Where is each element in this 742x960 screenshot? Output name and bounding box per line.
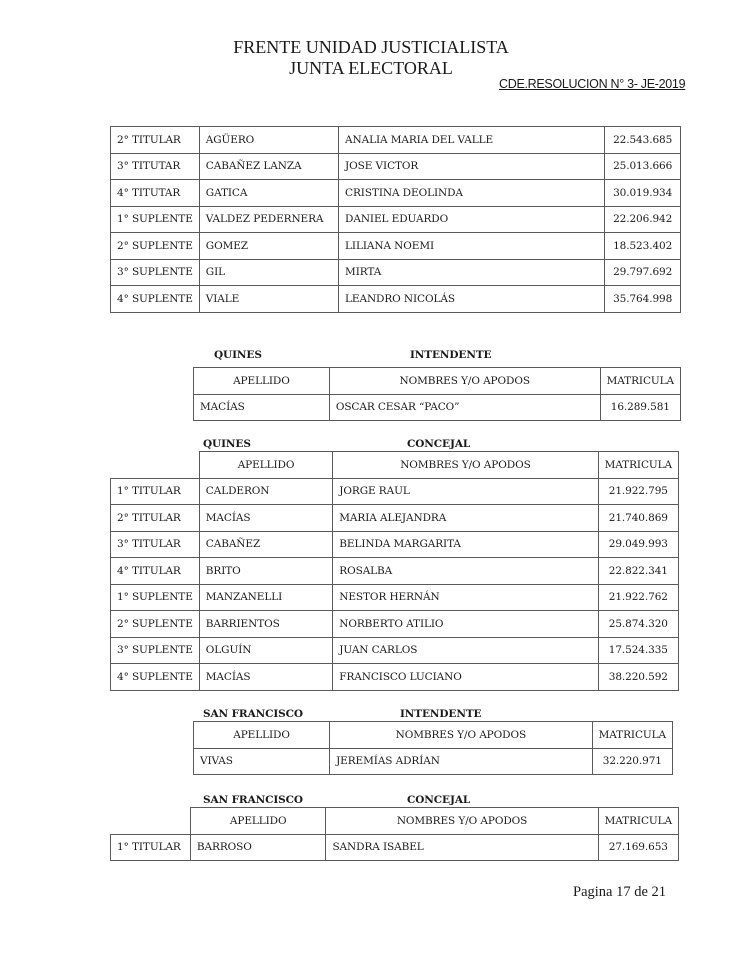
cell-apellido: BARROSO — [190, 834, 326, 861]
sanfrancisco-intendente-table — [193, 721, 673, 775]
document-subtitle: JUNTA ELECTORAL — [289, 58, 453, 78]
cell-matricula: 27.169.653 — [598, 834, 678, 861]
cell-cargo: 3° TITUTAR — [111, 153, 200, 180]
cell-cargo: 1° TITULAR — [111, 478, 200, 505]
table-header-row — [194, 722, 673, 749]
section-locality-label: QUINES — [203, 438, 251, 450]
cell-cargo: 3° SUPLENTE — [111, 637, 200, 664]
cell-matricula: 29.049.993 — [598, 531, 678, 558]
cell-cargo: 2° SUPLENTE — [111, 233, 200, 260]
column-header-apellido: APELLIDO — [199, 452, 333, 479]
cell-nombres: LEANDRO NICOLÁS — [339, 286, 605, 313]
cell-apellido: AGÜERO — [199, 127, 338, 154]
cell-apellido: VIVAS — [194, 748, 330, 775]
cell-nombres: ANALIA MARIA DEL VALLE — [339, 127, 605, 154]
table-row — [111, 478, 679, 505]
table-row — [111, 127, 681, 154]
cell-matricula: 29.797.692 — [605, 259, 681, 286]
cell-nombres: JORGE RAUL — [333, 478, 598, 505]
cell-matricula: 22.822.341 — [598, 558, 678, 585]
cell-matricula: 30.019.934 — [605, 180, 681, 207]
column-header-nombres: NOMBRES Y/O APODOS — [333, 452, 598, 479]
table-row — [111, 531, 679, 558]
cell-apellido: CABAÑEZ LANZA — [199, 153, 338, 180]
table-header-row — [111, 452, 679, 479]
cell-matricula: 21.922.795 — [598, 478, 678, 505]
cell-apellido: CALDERON — [199, 478, 333, 505]
cell-apellido: MACÍAS — [194, 394, 330, 421]
column-header-matricula: MATRICULA — [598, 808, 678, 835]
cell-nombres: JOSE VICTOR — [339, 153, 605, 180]
cell-nombres: SANDRA ISABEL — [326, 834, 598, 861]
cell-matricula: 21.922.762 — [598, 584, 678, 611]
cell-apellido: OLGUÍN — [199, 637, 333, 664]
cell-apellido: GATICA — [199, 180, 338, 207]
section-office-label: CONCEJAL — [407, 794, 471, 806]
cell-nombres: BELINDA MARGARITA — [333, 531, 598, 558]
column-header-matricula: MATRICULA — [598, 452, 678, 479]
cell-matricula: 21.740.869 — [598, 505, 678, 532]
cell-apellido: CABAÑEZ — [199, 531, 333, 558]
cell-cargo: 1° SUPLENTE — [111, 584, 200, 611]
cell-nombres: CRISTINA DEOLINDA — [339, 180, 605, 207]
cell-cargo: 3° TITULAR — [111, 531, 200, 558]
resolution-reference: CDE.RESOLUCION N° 3- JE-2019 — [499, 77, 686, 91]
section-office-label: CONCEJAL — [407, 438, 471, 450]
column-header-matricula: MATRICULA — [592, 722, 672, 749]
table-row — [111, 180, 681, 207]
cell-nombres: NESTOR HERNÁN — [333, 584, 598, 611]
cell-cargo: 3° SUPLENTE — [111, 259, 200, 286]
column-header-nombres: NOMBRES Y/O APODOS — [326, 808, 598, 835]
section-office-label: INTENDENTE — [400, 708, 482, 720]
table-row — [111, 153, 681, 180]
table-row — [111, 584, 679, 611]
sanfrancisco-concejal-table — [110, 807, 679, 861]
cell-cargo: 1° SUPLENTE — [111, 206, 200, 233]
cell-matricula: 25.013.666 — [605, 153, 681, 180]
cell-nombres: DANIEL EDUARDO — [339, 206, 605, 233]
candidates-table-continuation — [110, 126, 681, 313]
cell-nombres: NORBERTO ATILIO — [333, 611, 598, 638]
cell-cargo: 2° SUPLENTE — [111, 611, 200, 638]
section-office-label: INTENDENTE — [410, 349, 492, 361]
cell-apellido: GIL — [199, 259, 338, 286]
cell-matricula: 18.523.402 — [605, 233, 681, 260]
section-locality-label: SAN FRANCISCO — [203, 708, 303, 720]
table-row — [111, 664, 679, 691]
cell-matricula: 38.220.592 — [598, 664, 678, 691]
cell-matricula: 22.206.942 — [605, 206, 681, 233]
cell-apellido: BARRIENTOS — [199, 611, 333, 638]
column-header-apellido: APELLIDO — [194, 722, 330, 749]
cell-nombres: JEREMÍAS ADRÍAN — [330, 748, 593, 775]
quines-concejal-table — [110, 451, 679, 691]
cell-matricula: 25.874.320 — [598, 611, 678, 638]
section-locality-label: SAN FRANCISCO — [203, 794, 303, 806]
cell-apellido: VALDEZ PEDERNERA — [199, 206, 338, 233]
table-row — [111, 233, 681, 260]
cell-nombres: MIRTA — [339, 259, 605, 286]
cell-apellido: GOMEZ — [199, 233, 338, 260]
cell-apellido: MACÍAS — [199, 505, 333, 532]
cell-cargo: 2° TITULAR — [111, 505, 200, 532]
cell-apellido: MACÍAS — [199, 664, 333, 691]
cell-nombres: MARIA ALEJANDRA — [333, 505, 598, 532]
cell-matricula: 17.524.335 — [598, 637, 678, 664]
cell-cargo: 4° SUPLENTE — [111, 664, 200, 691]
section-locality-label: QUINES — [214, 349, 262, 361]
cell-matricula: 32.220.971 — [592, 748, 672, 775]
column-header-apellido: APELLIDO — [190, 808, 326, 835]
table-header-row — [111, 808, 679, 835]
column-header-matricula: MATRICULA — [600, 368, 680, 395]
column-header-nombres: NOMBRES Y/O APODOS — [329, 368, 600, 395]
cell-matricula: 16.289.581 — [600, 394, 680, 421]
table-row — [111, 206, 681, 233]
quines-intendente-table — [193, 367, 681, 421]
page-number: Pagina 17 de 21 — [573, 884, 667, 900]
cell-cargo: 4° TITULAR — [111, 558, 200, 585]
cell-cargo: 2° TITULAR — [111, 127, 200, 154]
cell-cargo: 1° TITULAR — [111, 834, 191, 861]
cell-cargo: 4° SUPLENTE — [111, 286, 200, 313]
table-row — [111, 558, 679, 585]
cell-nombres: FRANCISCO LUCIANO — [333, 664, 598, 691]
cell-matricula: 35.764.998 — [605, 286, 681, 313]
table-row — [111, 505, 679, 532]
document-title: FRENTE UNIDAD JUSTICIALISTA — [233, 37, 509, 57]
table-row — [111, 611, 679, 638]
cell-apellido: BRITO — [199, 558, 333, 585]
table-row — [111, 834, 679, 861]
cell-nombres: LILIANA NOEMI — [339, 233, 605, 260]
cell-nombres: OSCAR CESAR “PACO” — [329, 394, 600, 421]
table-header-row — [194, 368, 681, 395]
cell-matricula: 22.543.685 — [605, 127, 681, 154]
cell-nombres: JUAN CARLOS — [333, 637, 598, 664]
column-header-nombres: NOMBRES Y/O APODOS — [330, 722, 593, 749]
cell-nombres: ROSALBA — [333, 558, 598, 585]
column-header-apellido: APELLIDO — [194, 368, 330, 395]
table-row — [111, 637, 679, 664]
cell-apellido: VIALE — [199, 286, 338, 313]
table-row — [111, 286, 681, 313]
table-row — [194, 394, 681, 421]
cell-apellido: MANZANELLI — [199, 584, 333, 611]
cell-cargo: 4° TITUTAR — [111, 180, 200, 207]
table-row — [194, 748, 673, 775]
table-row — [111, 259, 681, 286]
